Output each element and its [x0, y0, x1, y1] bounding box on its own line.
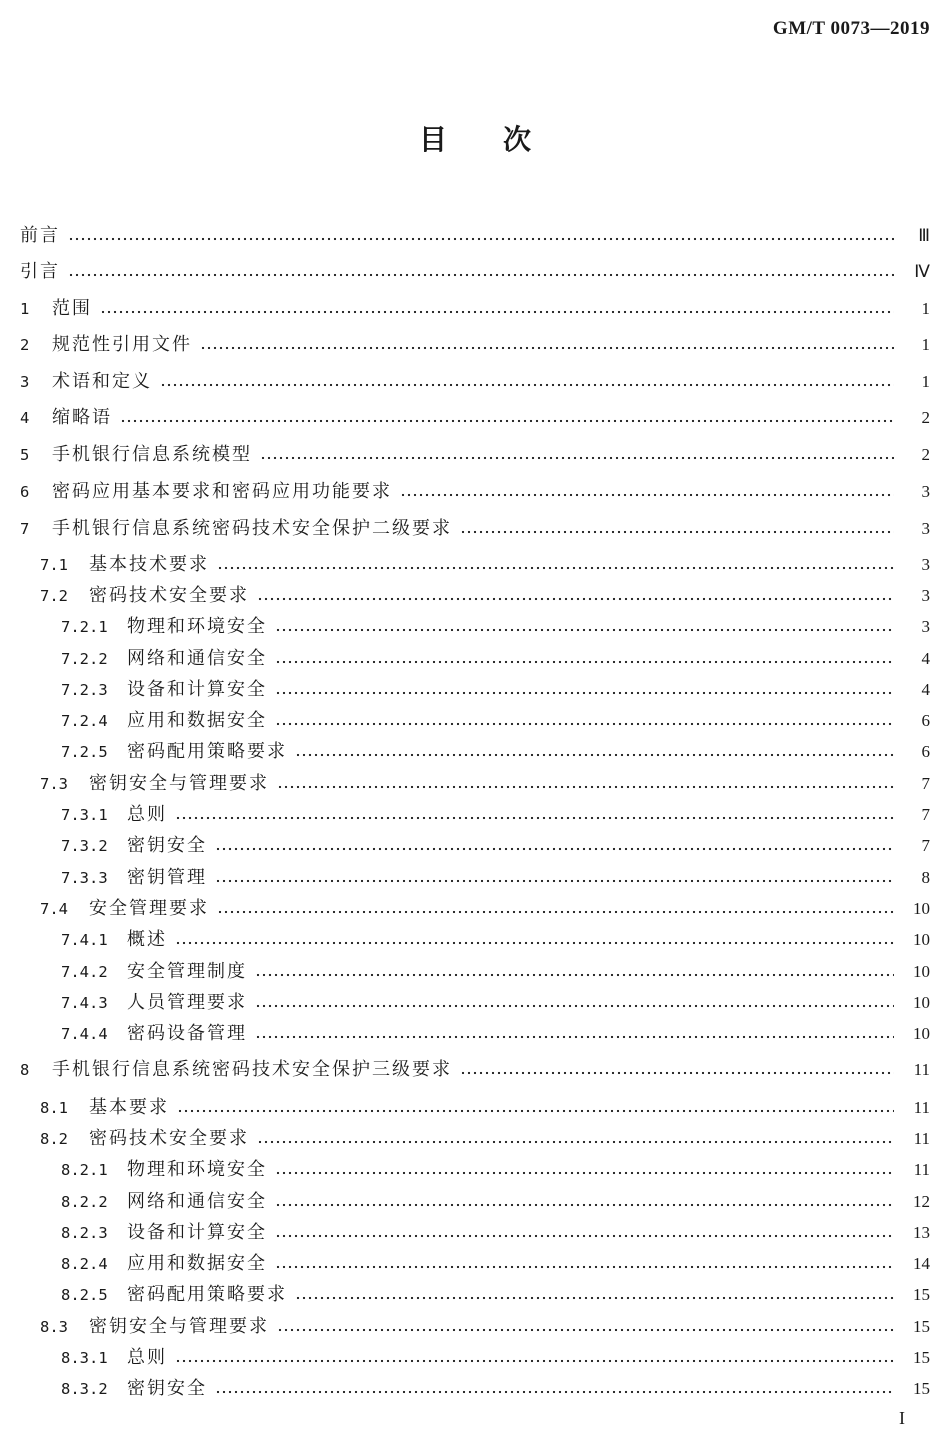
toc-entry-page: 11	[913, 1098, 930, 1117]
toc-leader-dots	[275, 691, 894, 695]
toc-entry-page: 3	[921, 586, 930, 605]
toc-entry[interactable]	[0, 583, 950, 609]
toc-leader-dots	[175, 941, 894, 945]
toc-entry-page: 10	[913, 1024, 930, 1043]
toc-leader-dots	[68, 237, 894, 241]
toc-entry-number: 1	[20, 300, 30, 318]
toc-entry-title: 设备和计算安全	[127, 1222, 267, 1243]
toc-leader-dots	[275, 1234, 894, 1238]
toc-entry-number: 8.2.2	[61, 1193, 108, 1211]
toc-entry-title: 手机银行信息系统密码技术安全保护二级要求	[52, 518, 452, 539]
title-char-1: 目	[418, 123, 447, 156]
toc-entry-page: 3	[921, 519, 930, 538]
toc-entry[interactable]	[0, 1157, 950, 1183]
toc-entry-number: 7.2.1	[61, 618, 108, 636]
toc-leader-dots	[255, 1004, 894, 1008]
toc-entry-title: 密钥安全	[127, 835, 207, 856]
title-char-2: 次	[503, 123, 532, 156]
toc-entry[interactable]	[0, 708, 950, 734]
toc-entry-number: 7.3	[40, 775, 68, 793]
toc-entry-title: 概述	[127, 929, 167, 950]
toc-entry[interactable]	[0, 1314, 950, 1340]
toc-entry-title: 密钥安全与管理要求	[89, 773, 269, 794]
toc-entry-number: 7.3.1	[61, 806, 108, 824]
toc-entry[interactable]	[0, 223, 950, 249]
toc-entry[interactable]	[0, 959, 950, 985]
toc-entry-page: 10	[913, 962, 930, 981]
toc-entry-page: 12	[913, 1192, 930, 1211]
toc-entry-title: 总则	[127, 1347, 167, 1368]
toc-entry[interactable]	[0, 927, 950, 953]
toc-entry[interactable]	[0, 369, 950, 395]
toc-entry-title: 基本要求	[89, 1097, 169, 1118]
toc-leader-dots	[177, 1109, 894, 1113]
toc-entry[interactable]	[0, 614, 950, 640]
toc-entry-page: 10	[913, 899, 930, 918]
toc-entry[interactable]	[0, 1282, 950, 1308]
toc-entry-title: 安全管理制度	[127, 961, 247, 982]
toc-entry-title: 密码设备管理	[127, 1023, 247, 1044]
toc-entry[interactable]	[0, 1126, 950, 1152]
toc-entry[interactable]	[0, 1021, 950, 1047]
toc-leader-dots	[275, 1265, 894, 1269]
toc-entry-title: 应用和数据安全	[127, 1253, 267, 1274]
toc-entry-number: 5	[20, 446, 30, 464]
toc-entry-page: 2	[921, 445, 930, 464]
toc-entry-title: 范围	[52, 298, 92, 319]
toc-entry-title: 基本技术要求	[89, 554, 209, 575]
toc-entry[interactable]	[0, 405, 950, 431]
toc-entry-number: 7.4.3	[61, 994, 108, 1012]
toc-entry[interactable]	[0, 990, 950, 1016]
toc-entry-page: 1	[921, 372, 930, 391]
toc-entry[interactable]	[0, 771, 950, 797]
toc-entry-title: 密钥管理	[127, 867, 207, 888]
toc-entry-page: 1	[921, 299, 930, 318]
toc-leader-dots	[257, 597, 894, 601]
toc-leader-dots	[175, 1359, 894, 1363]
toc-entry-page: 15	[913, 1285, 930, 1304]
toc-entry-number: 7.4.4	[61, 1025, 108, 1043]
toc-entry-number: 7.2	[40, 587, 68, 605]
toc-entry[interactable]	[0, 1220, 950, 1246]
toc-entry-number: 7.2.2	[61, 650, 108, 668]
toc-leader-dots	[277, 1328, 894, 1332]
toc-leader-dots	[68, 273, 894, 277]
toc-entry-title: 安全管理要求	[89, 898, 209, 919]
toc-entry-page: 3	[921, 617, 930, 636]
toc-entry-number: 7.2.5	[61, 743, 108, 761]
toc-entry[interactable]	[0, 259, 950, 285]
toc-leader-dots	[260, 456, 894, 460]
toc-entry-title: 前言	[20, 225, 60, 246]
toc-entry-title: 密码配用策略要求	[127, 741, 287, 762]
toc-entry-number: 8.1	[40, 1099, 68, 1117]
toc-entry-page: 15	[913, 1348, 930, 1367]
toc-entry-page: 6	[921, 711, 930, 730]
toc-entry-page: 7	[921, 836, 930, 855]
toc-leader-dots	[215, 1390, 894, 1394]
toc-entry-number: 8.2	[40, 1130, 68, 1148]
toc-entry-page: 6	[921, 742, 930, 761]
toc-leader-dots	[175, 816, 894, 820]
toc-entry-number: 7.4	[40, 900, 68, 918]
toc-entry-page: 7	[921, 774, 930, 793]
toc-entry[interactable]	[0, 646, 950, 672]
toc-entry-number: 8.3.2	[61, 1380, 108, 1398]
toc-entry-title: 人员管理要求	[127, 992, 247, 1013]
toc-entry-page: 4	[921, 680, 930, 699]
toc-leader-dots	[275, 628, 894, 632]
toc-leader-dots	[460, 530, 894, 534]
toc-entry-title: 引言	[20, 261, 60, 282]
toc-leader-dots	[217, 566, 894, 570]
toc-entry-title: 密码应用基本要求和密码应用功能要求	[52, 481, 392, 502]
toc-entry-number: 8	[20, 1061, 30, 1079]
toc-leader-dots	[400, 493, 894, 497]
toc-entry-page: 10	[913, 993, 930, 1012]
toc-leader-dots	[200, 346, 894, 350]
toc-entry-title: 密码技术安全要求	[89, 1128, 249, 1149]
toc-entry[interactable]	[0, 1189, 950, 1215]
toc-entry[interactable]	[0, 1057, 950, 1083]
standard-code: GM/T 0073—2019	[772, 18, 930, 39]
toc-entry-page: 11	[913, 1060, 930, 1079]
toc-entry[interactable]	[0, 516, 950, 542]
toc-leader-dots	[275, 1171, 894, 1175]
toc-entry[interactable]	[0, 739, 950, 765]
toc-leader-dots	[275, 660, 894, 664]
toc-entry-title: 缩略语	[52, 407, 112, 428]
toc-entry-number: 2	[20, 336, 30, 354]
toc-entry-title: 总则	[127, 804, 167, 825]
toc-entry-number: 7.3.3	[61, 869, 108, 887]
toc-entry-number: 8.2.1	[61, 1161, 108, 1179]
toc-entry-title: 应用和数据安全	[127, 710, 267, 731]
toc-leader-dots	[295, 1296, 894, 1300]
toc-entry-title: 设备和计算安全	[127, 679, 267, 700]
toc-entry-page: 15	[913, 1379, 930, 1398]
toc-entry-page: 13	[913, 1223, 930, 1242]
toc-entry-page: 3	[921, 482, 930, 501]
toc-entry-number: 3	[20, 373, 30, 391]
toc-entry[interactable]	[0, 865, 950, 891]
toc-entry-title: 密码配用策略要求	[127, 1284, 287, 1305]
toc-entry[interactable]	[0, 552, 950, 578]
toc-entry-title: 网络和通信安全	[127, 1191, 267, 1212]
toc-entry-page: 14	[913, 1254, 930, 1273]
toc-leader-dots	[217, 910, 894, 914]
toc-leader-dots	[100, 310, 894, 314]
toc-entry-number: 8.3	[40, 1318, 68, 1336]
toc-entry-title: 密码技术安全要求	[89, 585, 249, 606]
toc-entry-page: 11	[913, 1129, 930, 1148]
toc-entry-number: 7.3.2	[61, 837, 108, 855]
toc-leader-dots	[460, 1071, 894, 1075]
toc-entry-page: Ⅳ	[914, 262, 930, 281]
toc-entry-title: 规范性引用文件	[52, 334, 192, 355]
toc-entry-page: 11	[913, 1160, 930, 1179]
toc-entry-title: 网络和通信安全	[127, 648, 267, 669]
toc-entry-number: 8.2.5	[61, 1286, 108, 1304]
toc-entry-page: 3	[921, 555, 930, 574]
toc-entry-number: 7.1	[40, 556, 68, 574]
toc-leader-dots	[257, 1140, 894, 1144]
toc-entry-number: 8.2.3	[61, 1224, 108, 1242]
toc-entry[interactable]	[0, 896, 950, 922]
toc-leader-dots	[255, 973, 894, 977]
toc-entry[interactable]	[0, 833, 950, 859]
toc-leader-dots	[120, 419, 894, 423]
toc-entry[interactable]	[0, 802, 950, 828]
toc-entry-title: 手机银行信息系统密码技术安全保护三级要求	[52, 1059, 452, 1080]
toc-entry-number: 7.4.1	[61, 931, 108, 949]
toc-entry[interactable]	[0, 479, 950, 505]
toc-entry-title: 密钥安全与管理要求	[89, 1316, 269, 1337]
toc-entry-page: 15	[913, 1317, 930, 1336]
toc-entry-title: 密钥安全	[127, 1378, 207, 1399]
toc-entry-title: 术语和定义	[52, 371, 152, 392]
toc-entry-title: 物理和环境安全	[127, 1159, 267, 1180]
toc-entry-page: 4	[921, 649, 930, 668]
toc-entry-page: 8	[921, 868, 930, 887]
toc-leader-dots	[215, 847, 894, 851]
toc-entry[interactable]	[0, 332, 950, 358]
toc-entry-number: 7.2.4	[61, 712, 108, 730]
toc-entry[interactable]	[0, 1095, 950, 1121]
toc-entry-number: 4	[20, 409, 30, 427]
toc-entry[interactable]	[0, 677, 950, 703]
toc-entry-page: 10	[913, 930, 930, 949]
toc-leader-dots	[275, 722, 894, 726]
toc-leader-dots	[295, 753, 894, 757]
toc-leader-dots	[215, 879, 894, 883]
toc-entry-page: 1	[921, 335, 930, 354]
toc-leader-dots	[255, 1035, 894, 1039]
toc-leader-dots	[275, 1203, 894, 1207]
toc-entry-number: 6	[20, 483, 30, 501]
toc-entry-title: 物理和环境安全	[127, 616, 267, 637]
toc-entry-page: 7	[921, 805, 930, 824]
toc-entry[interactable]	[0, 1251, 950, 1277]
toc-entry-page: 2	[921, 408, 930, 427]
page-number: I	[899, 1408, 905, 1428]
toc-entry[interactable]	[0, 442, 950, 468]
toc-entry[interactable]	[0, 1345, 950, 1371]
toc-entry[interactable]	[0, 296, 950, 322]
toc-leader-dots	[277, 785, 894, 789]
toc-entry-number: 7.4.2	[61, 963, 108, 981]
toc-entry-number: 8.2.4	[61, 1255, 108, 1273]
toc-entry[interactable]	[0, 1376, 950, 1402]
toc-entry-title: 手机银行信息系统模型	[52, 444, 252, 465]
toc-entry-number: 7.2.3	[61, 681, 108, 699]
toc-entry-number: 7	[20, 520, 30, 538]
toc-entry-number: 8.3.1	[61, 1349, 108, 1367]
toc-leader-dots	[160, 383, 894, 387]
toc-entry-page: Ⅲ	[918, 226, 930, 245]
